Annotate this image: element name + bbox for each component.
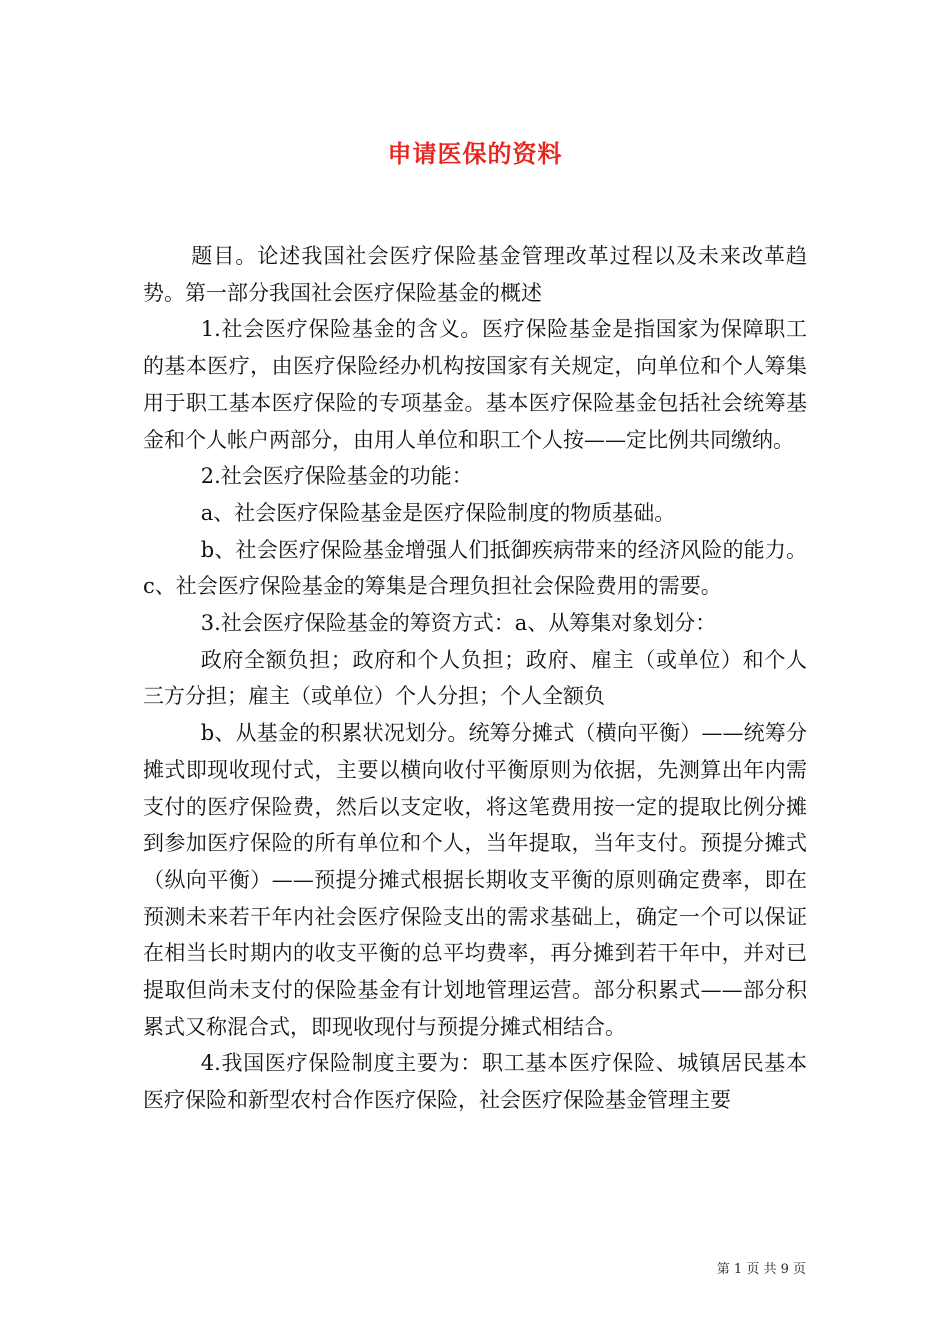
paragraph-funding-parties: 政府全额负担；政府和个人负担；政府、雇主（或单位）和个人三方分担；雇主（或单位）个人分担；个人全额负 <box>143 647 807 709</box>
document-body <box>143 238 807 1119</box>
paragraph-function-a: a、社会医疗保险基金是医疗保险制度的物质基础。 <box>200 500 676 525</box>
paragraph-definition: 1.社会医疗保险基金的含义。医疗保险基金是指国家为保障职工的基本医疗，由医疗保险经办机构按国家有关规定，向单位和个人筹集用于职工基本医疗保险的专项基金。基本医疗保险基金包括社会统筹基金和个人帐户两部分，由用人单位和职工个人按——定比例共同缴纳。 <box>143 317 807 452</box>
paragraph-accumulation: b、从基金的积累状况划分。统筹分摊式（横向平衡）——统筹分摊式即现收现付式，主要以横向收付平衡原则为依据，先测算出年内需支付的医疗保险费，然后以支定收，将这笔费用按一定的提取比例分摊到参加医疗保险的所有单位和个人，当年提取，当年支付。预提分摊式（纵向平衡）——预提分摊式根据长期收支平衡的原则确定费率，即在预测未来若干年内社会医疗保险支出的需求基础上，确定一个可以保证在相当长时期内的收支平衡的总平均费率，再分摊到若干年中，并对已提取但尚未支付的保险基金有计划地管理运营。部分积累式——部分积累式又称混合式，即现收现付与预提分摊式相结合。 <box>143 721 807 1039</box>
document-title: 申请医保的资料 <box>387 139 563 168</box>
paragraph-insurance-system: 4.我国医疗保险制度主要为：职工基本医疗保险、城镇居民基本医疗保险和新型农村合作医疗保险，社会医疗保险基金管理主要 <box>143 1051 807 1113</box>
paragraph-functions-heading: 2.社会医疗保险基金的功能： <box>200 464 473 489</box>
page-number-footer: 第 1 页 共 9 页 <box>716 1262 806 1277</box>
paragraph-topic: 题目。论述我国社会医疗保险基金管理改革过程以及未来改革趋势。第一部分我国社会医疗保险基金的概述 <box>143 244 807 305</box>
paragraph-funding-methods: 3.社会医疗保险基金的筹资方式：a、从筹集对象划分： <box>200 611 717 636</box>
paragraph-function-b-c: b、社会医疗保险基金增强人们抵御疾病带来的经济风险的能力。c、社会医疗保险基金的筹集是合理负担社会保险费用的需要。 <box>143 537 807 599</box>
